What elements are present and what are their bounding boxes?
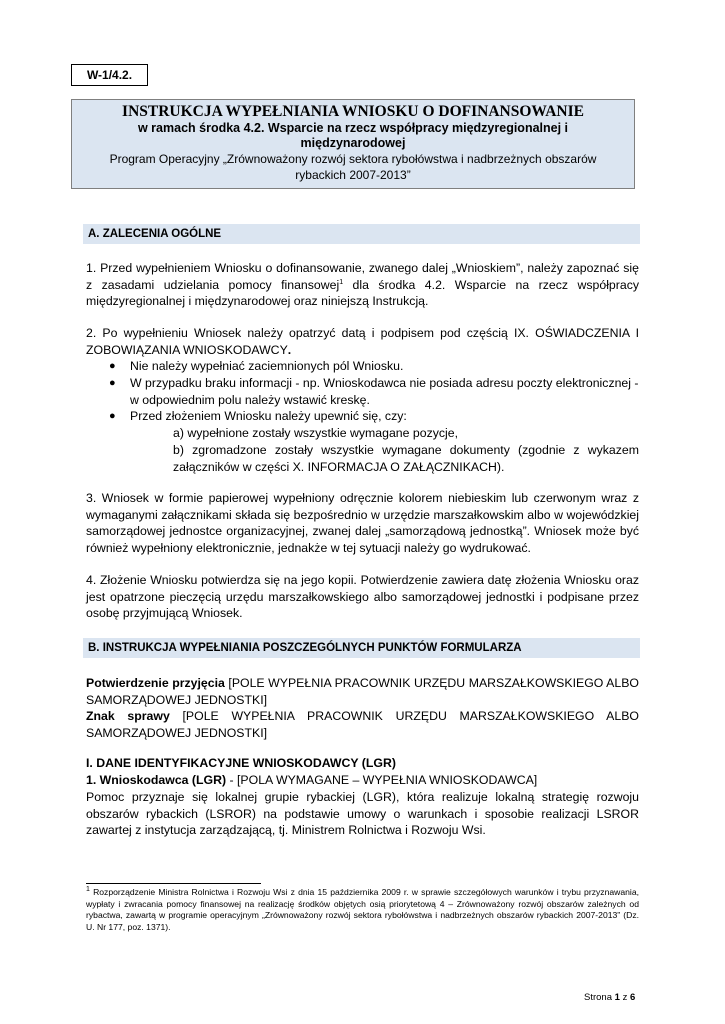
bullet-text: Nie należy wypełniać zaciemnionych pól Wniosku.	[130, 359, 404, 373]
section-b-heading: B. INSTRUKCJA WYPEŁNIANIA POSZCZEGÓLNYCH PUNKTÓW FORMULARZA	[83, 638, 640, 658]
bullet-text: W przypadku braku informacji - np. Wnioskodawca nie posiada adresu poczty elektronicznej - w odpowiednim polu należy wstawić kreskę.	[130, 376, 639, 407]
paragraph-3: 3. Wniosek w formie papierowej wypełniony odręcznie kolorem niebieskim lub czerwonym wraz z wymaganymi załącznikami składa się bezpośrednio w urzędzie marszałkowskim albo w wojewódzkiej samorządowej jednostce organizacyjnej, zwanej dalej „samorządową jednostką”. Wniosek może być również wypełniony elektronicznie, jednakże w tej sytuacji należy go wydrukować.	[86, 491, 639, 555]
title-box	[71, 99, 635, 189]
part-1-heading: I. DANE IDENTYFIKACYJNE WNIOSKODAWCY (LGR)	[86, 756, 396, 770]
item-1-label: 1. Wnioskodawca (LGR)	[86, 773, 227, 787]
paragraph-2-text: 2. Po wypełnieniu Wniosek należy opatrzyć datą i podpisem pod częścią IX. OŚWIADCZENIA I ZOBOWIĄZANIA WNIOSKODAWCY	[86, 326, 639, 357]
program-line1: Program Operacyjny „Zrównoważony rozwój sektora rybołówstwa i nadbrzeżnych obszarów	[109, 152, 597, 166]
bullet-item	[109, 358, 639, 375]
checklist-item-b: b) zgromadzone zostały wszystkie wymagane dokumenty (zgodnie z wykazem załączników w części X. INFORMACJA O ZAŁĄCZNIKACH).	[173, 443, 639, 474]
case-number-label: Znak sprawy	[86, 709, 170, 723]
document-code: W-1/4.2.	[71, 64, 148, 86]
paragraph-1	[86, 260, 639, 310]
confirmation-label: Potwierdzenie przyjęcia	[86, 676, 225, 690]
document-subtitle-line2: międzynarodowej	[300, 136, 406, 150]
page-total: 6	[629, 992, 636, 1003]
item-1-heading	[86, 772, 639, 789]
page-label: Strona	[584, 992, 615, 1003]
item-1-text: - [POLA WYMAGANE – WYPEŁNIA WNIOSKODAWCA]	[226, 773, 538, 787]
bullet-text: Przed złożeniem Wniosku należy upewnić się, czy:	[130, 409, 407, 423]
footnote-number: 1	[86, 886, 90, 894]
item-1-paragraph: Pomoc przyznaje się lokalnej grupie rybackiej (LGR), która realizuje lokalną strategię rozwoju obszarów rybackich (LSROR) na podstawie umowy o warunkach i sposobie realizacji LSROR zawartej z instytucja zarządzającą, tj. Ministrem Rolnictwa i Rozwoju Wsi.	[86, 790, 639, 838]
confirmation-field-info	[86, 675, 639, 708]
document-subtitle-line1: w ramach środka 4.2. Wsparcie na rzecz współpracy międzyregionalnej i	[137, 121, 569, 135]
checklist-item-a: a) wypełnione zostały wszystkie wymagane pozycje,	[173, 426, 459, 440]
paragraph-4: 4. Złożenie Wniosku potwierdza się na jego kopii. Potwierdzenie zawiera datę złożenia Wniosku oraz jest opatrzone pieczęcią urzędu marszałkowskiego albo samorządowej jednostki i podpisane przez osobę przyjmującą Wniosek.	[86, 573, 639, 621]
program-line2: rybackich 2007-2013”	[295, 168, 411, 182]
footnote	[86, 887, 639, 933]
case-number-field-info	[86, 708, 639, 741]
page-separator: z	[619, 992, 630, 1003]
document-title: INSTRUKCJA WYPEŁNIANIA WNIOSKU O DOFINANSOWANIE	[122, 103, 584, 120]
paragraph-1-text-a: 1. Przed wypełnieniem Wniosku o dofinansowanie, zwanego dalej „Wnioskiem”, należy zapoznać się z zasadami udzielania pomocy finansowej	[86, 261, 639, 292]
case-number-text: [POLE WYPEŁNIA PRACOWNIK URZĘDU MARSZAŁKOWSKIEGO ALBO SAMORZĄDOWEJ JEDNOSTKI]	[86, 709, 639, 740]
footnote-text: Rozporządzenie Ministra Rolnictwa i Rozwoju Wsi z dnia 15 października 2009 r. w sprawie szczegółowych warunków i trybu przyznawania, wypłaty i zwracania pomocy finansowej na realizację środków objętych osią priorytetową 4 – Zrównoważony rozwój obszarów zależnych od rybactwa, zawartą w programie operacyjnym „Zrównoważony rozwój sektora rybołówstwa i nadbrzeżnych obszarów rybackich 2007-2013” (Dz. U. Nr 177, poz. 1371).	[86, 887, 639, 932]
paragraph-2	[86, 325, 639, 358]
bullet-item	[109, 408, 639, 425]
page-current: 1	[614, 992, 620, 1003]
confirmation-text: [POLE WYPEŁNIA PRACOWNIK URZĘDU MARSZAŁKOWSKIEGO ALBO SAMORZĄDOWEJ JEDNOSTKI]	[86, 676, 639, 707]
paragraph-2-dot: .	[287, 342, 292, 357]
bullet-icon: ●	[109, 360, 116, 372]
footnote-ref: 1	[339, 278, 344, 286]
bullet-item	[109, 375, 639, 408]
paragraph-1-text-b: dla środka 4.2. Wsparcie na rzecz współpracy międzyregionalnej i międzynarodowej oraz niniejszą Instrukcją.	[86, 277, 639, 309]
page-number	[584, 992, 635, 1003]
bullet-icon: ●	[109, 410, 116, 422]
section-a-heading: A. ZALECENIA OGÓLNE	[83, 224, 640, 244]
bullet-icon: ●	[109, 377, 116, 389]
footnote-separator	[86, 883, 261, 884]
